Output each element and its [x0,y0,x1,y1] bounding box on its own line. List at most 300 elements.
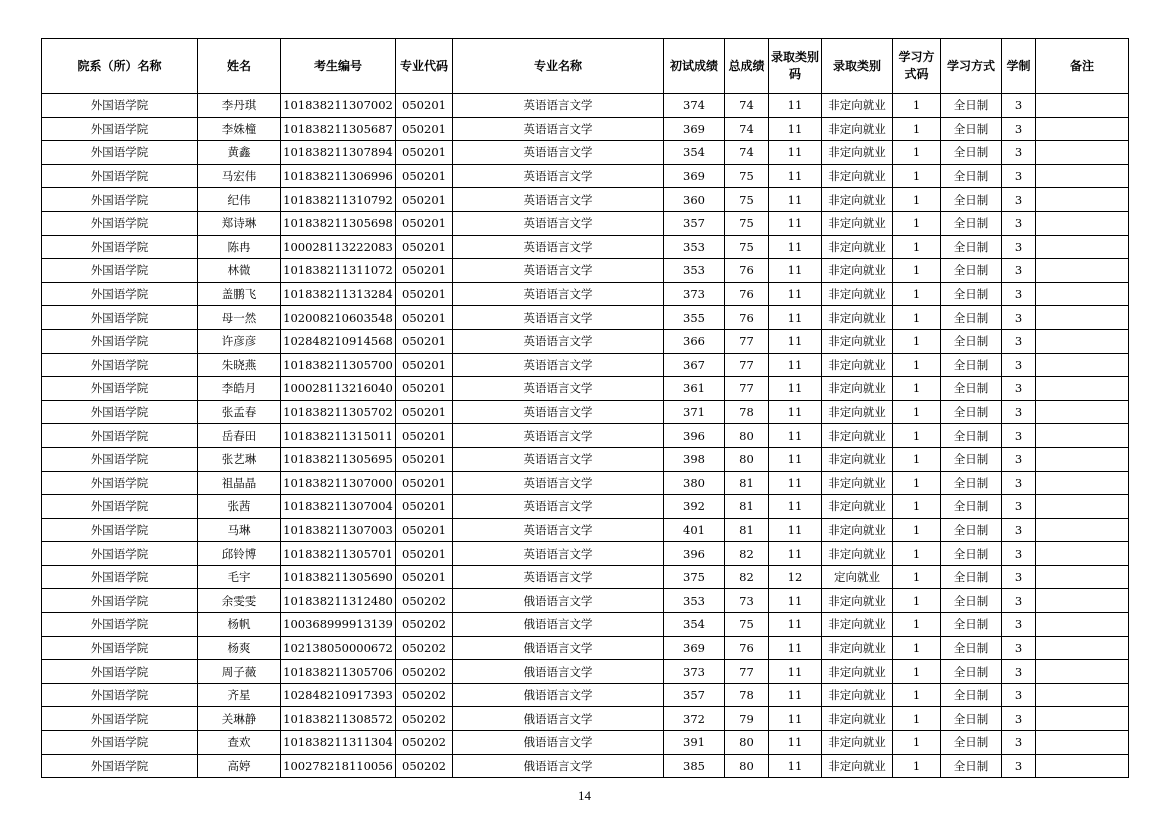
cell-total-score: 78 [725,683,769,707]
cell-department: 外国语学院 [42,447,198,471]
cell-admission-category: 非定向就业 [822,188,893,212]
cell-candidate-id: 100278218110056 [281,754,396,778]
cell-study-mode: 全日制 [941,235,1002,259]
cell-major-code: 050201 [396,329,453,353]
cell-admission-category: 非定向就业 [822,754,893,778]
cell-major-name: 俄语语言文学 [453,589,664,613]
cell-admission-category-code: 11 [769,141,822,165]
cell-admission-category-code: 11 [769,589,822,613]
cell-name: 杨爽 [198,636,281,660]
table-row [42,754,1129,778]
cell-major-name: 英语语言文学 [453,141,664,165]
cell-remarks [1036,164,1129,188]
table-row [42,542,1129,566]
cell-prelim-score: 380 [664,471,725,495]
cell-candidate-id: 101838211307894 [281,141,396,165]
cell-total-score: 81 [725,495,769,519]
table-row [42,518,1129,542]
cell-major-name: 英语语言文学 [453,424,664,448]
cell-admission-category-code: 11 [769,636,822,660]
cell-candidate-id: 100368999913139 [281,613,396,637]
cell-major-code: 050202 [396,660,453,684]
cell-remarks [1036,235,1129,259]
cell-department: 外国语学院 [42,329,198,353]
cell-study-mode: 全日制 [941,660,1002,684]
cell-study-mode-code: 1 [893,660,941,684]
cell-major-name: 英语语言文学 [453,329,664,353]
cell-department: 外国语学院 [42,235,198,259]
table-row [42,329,1129,353]
cell-prelim-score: 385 [664,754,725,778]
cell-total-score: 77 [725,329,769,353]
cell-major-code: 050201 [396,188,453,212]
cell-prelim-score: 357 [664,683,725,707]
cell-major-name: 英语语言文学 [453,188,664,212]
cell-admission-category: 非定向就业 [822,495,893,519]
table-row [42,400,1129,424]
table-row [42,117,1129,141]
cell-candidate-id: 101838211310792 [281,188,396,212]
cell-admission-category: 非定向就业 [822,660,893,684]
cell-total-score: 80 [725,731,769,755]
table-row [42,211,1129,235]
cell-remarks [1036,282,1129,306]
cell-program-length: 3 [1002,589,1036,613]
cell-department: 外国语学院 [42,518,198,542]
cell-study-mode: 全日制 [941,353,1002,377]
cell-admission-category: 非定向就业 [822,731,893,755]
cell-prelim-score: 396 [664,542,725,566]
cell-name: 李皓月 [198,377,281,401]
cell-study-mode-code: 1 [893,235,941,259]
table-body [42,94,1129,778]
cell-program-length: 3 [1002,542,1036,566]
cell-study-mode-code: 1 [893,542,941,566]
header-prelim-score: 初试成绩 [664,39,725,94]
cell-name: 杨帆 [198,613,281,637]
cell-major-code: 050201 [396,400,453,424]
cell-candidate-id: 101838211313284 [281,282,396,306]
cell-department: 外国语学院 [42,542,198,566]
cell-major-name: 英语语言文学 [453,235,664,259]
cell-study-mode-code: 1 [893,141,941,165]
table-row [42,683,1129,707]
cell-department: 外国语学院 [42,282,198,306]
header-admission-category-code: 录取类别码 [769,39,822,94]
cell-prelim-score: 373 [664,282,725,306]
table-row [42,636,1129,660]
table-row [42,424,1129,448]
cell-admission-category-code: 11 [769,754,822,778]
cell-major-code: 050202 [396,754,453,778]
cell-major-name: 英语语言文学 [453,164,664,188]
cell-admission-category: 非定向就业 [822,447,893,471]
cell-program-length: 3 [1002,731,1036,755]
cell-prelim-score: 361 [664,377,725,401]
cell-department: 外国语学院 [42,707,198,731]
cell-major-code: 050201 [396,235,453,259]
table-row [42,353,1129,377]
cell-name: 关琳静 [198,707,281,731]
cell-total-score: 81 [725,518,769,542]
cell-prelim-score: 374 [664,94,725,118]
cell-program-length: 3 [1002,94,1036,118]
cell-program-length: 3 [1002,495,1036,519]
cell-candidate-id: 100028113216040 [281,377,396,401]
cell-major-code: 050201 [396,117,453,141]
cell-major-code: 050201 [396,447,453,471]
cell-prelim-score: 355 [664,306,725,330]
cell-total-score: 76 [725,259,769,283]
cell-prelim-score: 357 [664,211,725,235]
cell-major-name: 英语语言文学 [453,211,664,235]
cell-program-length: 3 [1002,306,1036,330]
cell-major-code: 050202 [396,636,453,660]
cell-name: 母一然 [198,306,281,330]
cell-remarks [1036,589,1129,613]
cell-admission-category: 非定向就业 [822,329,893,353]
cell-name: 毛宇 [198,565,281,589]
cell-admission-category: 非定向就业 [822,211,893,235]
cell-study-mode-code: 1 [893,282,941,306]
cell-remarks [1036,660,1129,684]
cell-major-code: 050201 [396,565,453,589]
cell-program-length: 3 [1002,683,1036,707]
cell-major-name: 英语语言文学 [453,518,664,542]
cell-study-mode-code: 1 [893,447,941,471]
cell-study-mode-code: 1 [893,94,941,118]
cell-major-name: 英语语言文学 [453,542,664,566]
cell-remarks [1036,377,1129,401]
cell-remarks [1036,542,1129,566]
cell-department: 外国语学院 [42,565,198,589]
cell-major-name: 英语语言文学 [453,565,664,589]
cell-prelim-score: 373 [664,660,725,684]
cell-candidate-id: 102848210914568 [281,329,396,353]
cell-name: 张孟春 [198,400,281,424]
admission-table [41,38,1129,778]
cell-candidate-id: 100028113222083 [281,235,396,259]
cell-program-length: 3 [1002,377,1036,401]
cell-total-score: 76 [725,306,769,330]
cell-total-score: 80 [725,754,769,778]
cell-name: 纪伟 [198,188,281,212]
cell-name: 郑诗琳 [198,211,281,235]
cell-admission-category-code: 11 [769,306,822,330]
cell-program-length: 3 [1002,282,1036,306]
cell-study-mode-code: 1 [893,329,941,353]
cell-remarks [1036,400,1129,424]
cell-remarks [1036,259,1129,283]
cell-major-name: 英语语言文学 [453,353,664,377]
cell-major-name: 俄语语言文学 [453,754,664,778]
cell-program-length: 3 [1002,565,1036,589]
cell-admission-category: 非定向就业 [822,683,893,707]
cell-major-code: 050202 [396,683,453,707]
cell-department: 外国语学院 [42,424,198,448]
cell-name: 马宏伟 [198,164,281,188]
cell-admission-category-code: 11 [769,518,822,542]
cell-study-mode: 全日制 [941,565,1002,589]
cell-total-score: 74 [725,117,769,141]
cell-admission-category-code: 11 [769,94,822,118]
cell-name: 马琳 [198,518,281,542]
cell-remarks [1036,518,1129,542]
cell-major-name: 英语语言文学 [453,447,664,471]
cell-admission-category: 非定向就业 [822,471,893,495]
cell-department: 外国语学院 [42,94,198,118]
cell-admission-category-code: 11 [769,731,822,755]
cell-total-score: 78 [725,400,769,424]
cell-admission-category-code: 11 [769,259,822,283]
cell-department: 外国语学院 [42,117,198,141]
cell-admission-category: 非定向就业 [822,353,893,377]
cell-study-mode-code: 1 [893,424,941,448]
cell-remarks [1036,565,1129,589]
cell-major-code: 050201 [396,353,453,377]
cell-admission-category: 非定向就业 [822,235,893,259]
cell-candidate-id: 101838211307000 [281,471,396,495]
cell-name: 陈冉 [198,235,281,259]
cell-total-score: 82 [725,565,769,589]
table-row [42,188,1129,212]
cell-total-score: 75 [725,188,769,212]
cell-name: 张艺琳 [198,447,281,471]
cell-admission-category-code: 11 [769,707,822,731]
cell-prelim-score: 353 [664,589,725,613]
cell-admission-category-code: 11 [769,235,822,259]
cell-candidate-id: 101838211305700 [281,353,396,377]
cell-department: 外国语学院 [42,400,198,424]
cell-study-mode: 全日制 [941,188,1002,212]
cell-major-name: 英语语言文学 [453,471,664,495]
cell-study-mode: 全日制 [941,164,1002,188]
cell-program-length: 3 [1002,424,1036,448]
cell-program-length: 3 [1002,707,1036,731]
cell-candidate-id: 101838211305698 [281,211,396,235]
cell-prelim-score: 401 [664,518,725,542]
cell-department: 外国语学院 [42,589,198,613]
cell-prelim-score: 392 [664,495,725,519]
cell-department: 外国语学院 [42,613,198,637]
cell-major-code: 050201 [396,211,453,235]
header-remarks: 备注 [1036,39,1129,94]
cell-prelim-score: 353 [664,259,725,283]
table-row [42,259,1129,283]
cell-admission-category: 非定向就业 [822,518,893,542]
cell-name: 黄鑫 [198,141,281,165]
cell-study-mode-code: 1 [893,164,941,188]
cell-study-mode: 全日制 [941,613,1002,637]
cell-name: 岳春田 [198,424,281,448]
header-admission-category: 录取类别 [822,39,893,94]
cell-candidate-id: 101838211306996 [281,164,396,188]
cell-remarks [1036,636,1129,660]
cell-program-length: 3 [1002,400,1036,424]
cell-study-mode: 全日制 [941,94,1002,118]
cell-candidate-id: 101838211311304 [281,731,396,755]
cell-total-score: 77 [725,660,769,684]
cell-program-length: 3 [1002,329,1036,353]
cell-study-mode-code: 1 [893,731,941,755]
cell-prelim-score: 353 [664,235,725,259]
cell-name: 高婷 [198,754,281,778]
cell-prelim-score: 398 [664,447,725,471]
cell-candidate-id: 101838211307002 [281,94,396,118]
cell-remarks [1036,94,1129,118]
cell-study-mode: 全日制 [941,306,1002,330]
cell-remarks [1036,707,1129,731]
cell-prelim-score: 375 [664,565,725,589]
cell-admission-category-code: 11 [769,400,822,424]
cell-prelim-score: 396 [664,424,725,448]
cell-program-length: 3 [1002,259,1036,283]
cell-major-code: 050201 [396,471,453,495]
cell-program-length: 3 [1002,754,1036,778]
cell-total-score: 75 [725,235,769,259]
cell-candidate-id: 101838211315011 [281,424,396,448]
cell-candidate-id: 101838211308572 [281,707,396,731]
cell-candidate-id: 101838211305701 [281,542,396,566]
table-row [42,141,1129,165]
cell-study-mode-code: 1 [893,683,941,707]
cell-candidate-id: 101838211305695 [281,447,396,471]
cell-program-length: 3 [1002,447,1036,471]
header-department: 院系（所）名称 [42,39,198,94]
cell-department: 外国语学院 [42,259,198,283]
cell-admission-category-code: 11 [769,660,822,684]
cell-study-mode-code: 1 [893,495,941,519]
cell-admission-category: 非定向就业 [822,400,893,424]
cell-study-mode-code: 1 [893,259,941,283]
cell-study-mode-code: 1 [893,754,941,778]
cell-name: 林微 [198,259,281,283]
cell-admission-category: 非定向就业 [822,306,893,330]
cell-remarks [1036,754,1129,778]
cell-program-length: 3 [1002,141,1036,165]
cell-candidate-id: 101838211307004 [281,495,396,519]
cell-major-code: 050201 [396,377,453,401]
cell-admission-category-code: 11 [769,495,822,519]
cell-study-mode: 全日制 [941,259,1002,283]
cell-prelim-score: 372 [664,707,725,731]
cell-remarks [1036,613,1129,637]
cell-study-mode: 全日制 [941,447,1002,471]
cell-admission-category: 非定向就业 [822,164,893,188]
cell-major-code: 050201 [396,495,453,519]
cell-major-name: 英语语言文学 [453,282,664,306]
table-row [42,471,1129,495]
cell-admission-category: 非定向就业 [822,636,893,660]
cell-remarks [1036,306,1129,330]
cell-remarks [1036,424,1129,448]
cell-major-name: 英语语言文学 [453,400,664,424]
cell-admission-category: 非定向就业 [822,94,893,118]
cell-remarks [1036,471,1129,495]
cell-major-code: 050201 [396,141,453,165]
cell-program-length: 3 [1002,518,1036,542]
cell-major-name: 俄语语言文学 [453,613,664,637]
cell-name: 李姝橦 [198,117,281,141]
cell-admission-category: 非定向就业 [822,613,893,637]
cell-total-score: 76 [725,636,769,660]
cell-admission-category: 非定向就业 [822,424,893,448]
cell-remarks [1036,329,1129,353]
cell-program-length: 3 [1002,660,1036,684]
cell-major-code: 050201 [396,282,453,306]
page-number: 14 [578,788,591,803]
cell-program-length: 3 [1002,164,1036,188]
cell-admission-category-code: 11 [769,683,822,707]
cell-study-mode: 全日制 [941,211,1002,235]
cell-program-length: 3 [1002,471,1036,495]
cell-name: 余雯雯 [198,589,281,613]
cell-department: 外国语学院 [42,471,198,495]
table-row [42,613,1129,637]
table-row [42,660,1129,684]
cell-major-name: 俄语语言文学 [453,660,664,684]
cell-major-code: 050201 [396,518,453,542]
cell-total-score: 75 [725,211,769,235]
cell-study-mode: 全日制 [941,495,1002,519]
cell-major-name: 俄语语言文学 [453,731,664,755]
cell-department: 外国语学院 [42,660,198,684]
cell-remarks [1036,683,1129,707]
table-row [42,377,1129,401]
cell-study-mode: 全日制 [941,589,1002,613]
cell-admission-category-code: 11 [769,424,822,448]
table-row [42,731,1129,755]
cell-study-mode: 全日制 [941,424,1002,448]
cell-total-score: 79 [725,707,769,731]
cell-name: 盖鹏飞 [198,282,281,306]
cell-admission-category-code: 11 [769,329,822,353]
cell-department: 外国语学院 [42,731,198,755]
cell-study-mode-code: 1 [893,188,941,212]
header-major-code: 专业代码 [396,39,453,94]
cell-admission-category: 非定向就业 [822,259,893,283]
cell-department: 外国语学院 [42,636,198,660]
cell-major-code: 050201 [396,259,453,283]
cell-prelim-score: 371 [664,400,725,424]
cell-admission-category: 非定向就业 [822,707,893,731]
cell-prelim-score: 354 [664,613,725,637]
cell-study-mode-code: 1 [893,589,941,613]
table-row [42,495,1129,519]
cell-program-length: 3 [1002,188,1036,212]
cell-major-name: 俄语语言文学 [453,683,664,707]
cell-prelim-score: 391 [664,731,725,755]
cell-total-score: 77 [725,353,769,377]
cell-study-mode-code: 1 [893,471,941,495]
cell-study-mode-code: 1 [893,306,941,330]
table-row [42,589,1129,613]
cell-prelim-score: 366 [664,329,725,353]
cell-major-name: 英语语言文学 [453,259,664,283]
table-row [42,306,1129,330]
cell-department: 外国语学院 [42,754,198,778]
cell-department: 外国语学院 [42,683,198,707]
cell-admission-category-code: 11 [769,282,822,306]
cell-name: 李丹琪 [198,94,281,118]
header-study-mode: 学习方式 [941,39,1002,94]
cell-admission-category-code: 11 [769,613,822,637]
cell-major-code: 050201 [396,542,453,566]
cell-admission-category-code: 11 [769,117,822,141]
cell-study-mode: 全日制 [941,542,1002,566]
cell-name: 朱晓燕 [198,353,281,377]
cell-department: 外国语学院 [42,353,198,377]
